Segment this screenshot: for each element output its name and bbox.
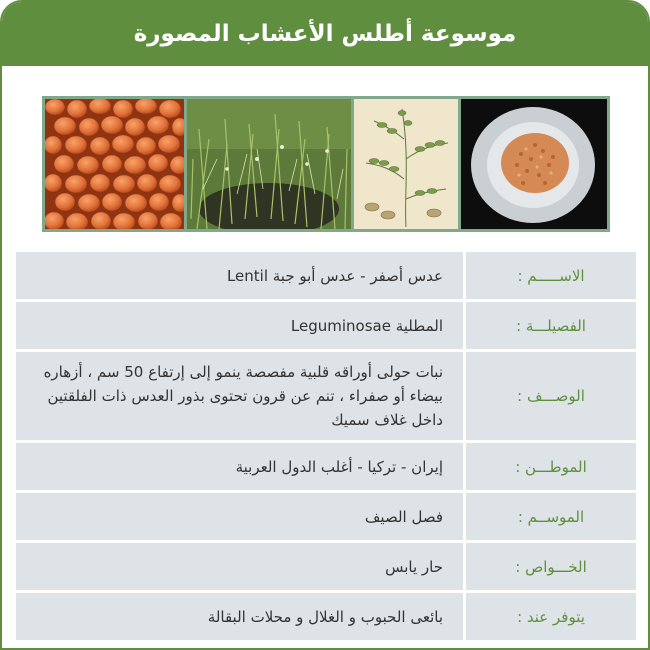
page-title: موسوعة أطلس الأعشاب المصورة [133, 21, 517, 47]
info-label-name: الاســـــم : [463, 252, 636, 299]
info-value-availability: بائعى الحبوب و الغلال و محلات البقالة [207, 607, 443, 626]
red-lentils-closeup-photo[interactable] [45, 99, 184, 229]
info-row-name [16, 252, 636, 299]
info-value-season: فصل الصيف [364, 507, 443, 526]
info-value-family: المطلية Leguminosae [290, 316, 443, 335]
lentil-botanical-image [354, 99, 458, 229]
info-row-season [16, 493, 636, 540]
info-value-description: نبات حولى أوراقه قلبية مفصصة ينمو إلى إرتفاع 50 سم ، أزهاره بيضاء أو صفراء ، تنم عن قرون تحتوى بذور العدس ذات الفلقتين داخل غلاف سميك [43, 363, 443, 429]
info-row-family [16, 302, 636, 349]
lentil-plant-field-image [187, 99, 351, 229]
info-row-habitat [16, 443, 636, 490]
herb-info-table [16, 252, 636, 643]
info-label-properties: الخـــواص : [463, 543, 636, 590]
lentil-botanical-illustration[interactable] [354, 99, 458, 229]
info-value-properties: حار يابس [385, 557, 443, 576]
info-label-description: الوصـــف : [463, 352, 636, 440]
info-label-habitat: الموطـــن : [463, 443, 636, 490]
image-gallery [42, 96, 610, 232]
lentils-on-plate-image [461, 99, 607, 229]
lentils-on-plate-photo[interactable] [461, 99, 607, 229]
lentil-plant-field-photo[interactable] [187, 99, 351, 229]
info-label-season: الموســم : [463, 493, 636, 540]
red-lentils-closeup-image [45, 99, 184, 229]
page-header [2, 2, 648, 66]
info-row-properties [16, 543, 636, 590]
info-value-habitat: إيران - تركيا - أغلب الدول العربية [235, 457, 443, 476]
info-label-availability: يتوفر عند : [463, 593, 636, 640]
info-value-name: عدس أصفر - عدس أبو جبة Lentil [226, 266, 443, 285]
info-label-family: الفصيلـــة : [463, 302, 636, 349]
info-row-availability [16, 593, 636, 640]
info-row-description [16, 352, 636, 440]
